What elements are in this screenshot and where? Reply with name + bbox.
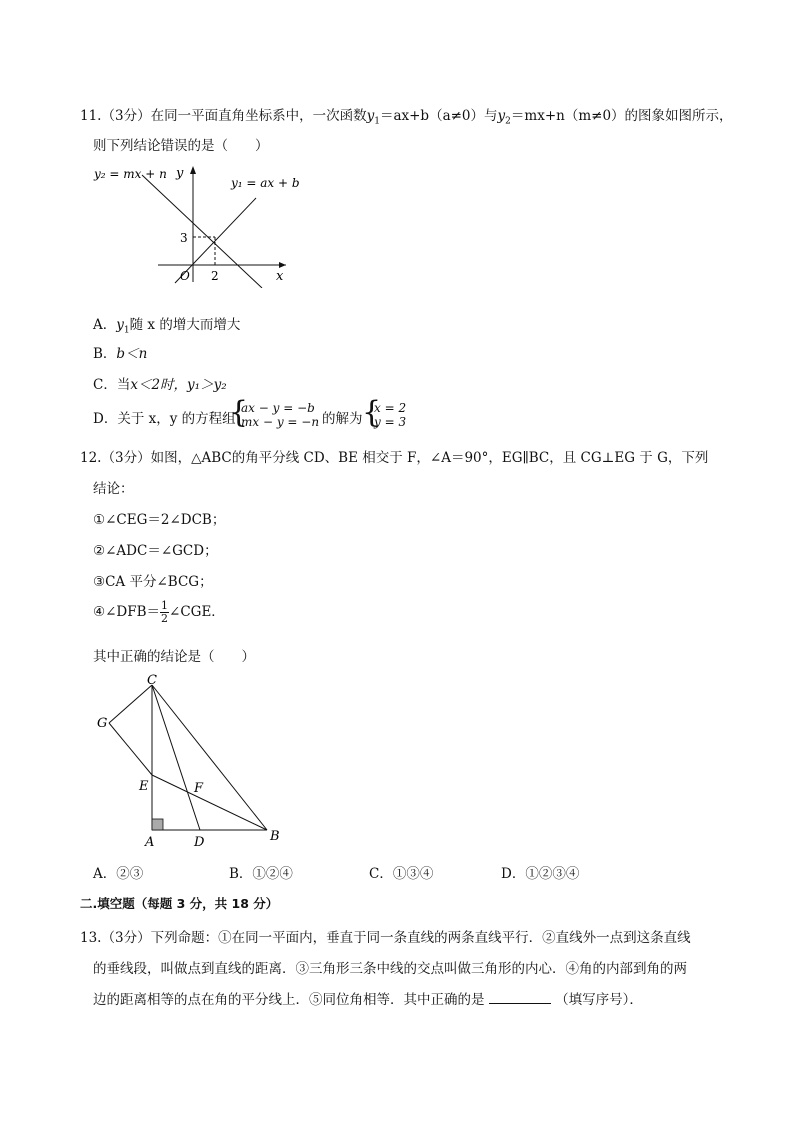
q11-option-a[interactable]: [93, 313, 240, 336]
q11-optd-mid: 的解为: [322, 411, 363, 427]
c4-part-a: ④∠DFB＝: [93, 604, 161, 620]
origin-label: O: [180, 269, 190, 283]
axis-y-label: y: [176, 166, 184, 181]
option-a-sub: 1: [123, 325, 130, 336]
option-a-text: 随 x 的增大而增大: [129, 317, 241, 333]
q11-graph: [90, 158, 310, 288]
option-a-label: A．: [93, 317, 117, 333]
x-axis-arrow: [279, 262, 286, 268]
y-axis-arrow: [190, 166, 196, 174]
q12-conclusion-1: ①∠CEG＝2∠DCB；: [93, 512, 226, 528]
q12-option-c[interactable]: C．①③④: [369, 866, 434, 882]
system-eq1: ax − y = −b: [241, 401, 315, 415]
answer-blank[interactable]: [489, 991, 551, 1004]
q11-stem-text: 在同一平面直角坐标系中，一次函数: [150, 108, 367, 124]
q11-stem-line2: 则下列结论错误的是（ ）: [93, 138, 269, 154]
right-angle-marker: [152, 819, 163, 830]
tick-y-label: 3: [180, 231, 188, 245]
q12-ask: 其中正确的结论是（ ）: [93, 649, 255, 665]
vertex-g: G: [97, 716, 108, 731]
q11-y1-sub: 1: [374, 116, 380, 127]
q11-eq2: ＝mx+n（m≠0）的图象如图所示，: [510, 108, 733, 124]
label-y1: y₁ = ax + b: [231, 176, 300, 190]
tick-x-label: 2: [211, 269, 219, 283]
q11-eq1: ＝ax+b（a≠0）与: [379, 108, 498, 124]
line-y2: [142, 175, 262, 288]
q11-stem-line1: [80, 104, 733, 127]
section-title: 二.填空题（每题 3 分，共 18 分）: [80, 896, 279, 911]
option-c-label: C．当: [93, 377, 131, 393]
label-y2: y₂ = mx + n: [94, 167, 167, 181]
segment-cg: [109, 685, 152, 723]
vertex-a: A: [145, 835, 155, 850]
q13-line1: [80, 926, 691, 946]
c4-part-b: ∠CGE．: [169, 604, 225, 620]
fraction-numerator: 1: [161, 599, 169, 612]
q12-stem-text: 如图，△ABC的角平分线 CD、BE 相交于 F，∠A＝90°，EG∥BC，且 CG⊥EG 于 G，下列: [150, 450, 709, 466]
q12-figure: [90, 668, 300, 853]
brace-right: {: [362, 395, 382, 430]
option-a-y: y: [116, 317, 124, 333]
q12-score: （3分）: [101, 450, 151, 466]
option-d-label: D．关于 x，y 的方程组: [93, 411, 236, 427]
segment-cd: [152, 685, 200, 830]
axis-x-label: x: [276, 269, 284, 284]
system-eq2: mx − y = −n: [241, 415, 320, 429]
q11-y2: y: [497, 108, 506, 124]
q13-text-1: 下列命题：①在同一平面内，垂直于同一条直线的两条直线平行．②直线外一点到这条直线: [150, 930, 691, 946]
solution-y: y = 3: [374, 415, 407, 429]
q11-y2-sub: 2: [505, 116, 511, 127]
q13-text-3: 边的距离相等的点在角的平分线上．⑤同位角相等．其中正确的是: [93, 992, 485, 1008]
q11-y1: y: [366, 108, 375, 124]
q11-solution: [374, 401, 406, 429]
q11-option-d[interactable]: [93, 407, 236, 427]
q13-score: （3分）: [101, 930, 151, 946]
segment-eg: [109, 723, 152, 775]
option-c-text: x＜2时，y₁＞y₂: [130, 377, 227, 393]
option-b-text: b＜n: [116, 346, 148, 362]
q11-number: 11.: [80, 108, 102, 124]
q11-score: （3分）: [101, 108, 151, 124]
fraction-half: [160, 600, 169, 625]
segment-cb: [152, 685, 267, 830]
fraction-denominator: 2: [161, 612, 169, 625]
vertex-d: D: [194, 835, 205, 850]
q12-stem-line2: 结论：: [93, 481, 134, 497]
solution-x: x = 2: [374, 401, 407, 415]
brace-left: {: [229, 395, 249, 430]
segment-be: [152, 775, 267, 830]
option-b-label: B．: [93, 346, 117, 362]
q13-text-3b: （填写序号）．: [555, 992, 643, 1008]
q12-option-a[interactable]: A．②③: [93, 866, 144, 882]
q13-number: 13.: [80, 930, 102, 946]
q13-line3: [93, 988, 643, 1008]
q13-line2: 的垂线段，叫做点到直线的距离．③三角形三条中线的交点叫做三角形的内心．④角的内部到角的两: [93, 961, 687, 977]
q11-option-c[interactable]: [93, 373, 227, 393]
q12-conclusion-2: ②∠ADC＝∠GCD；: [93, 543, 218, 559]
q11-option-b[interactable]: [93, 342, 147, 362]
q12-stem-line1: [80, 446, 708, 466]
vertex-f: F: [194, 781, 204, 796]
q11-system: [241, 401, 319, 429]
q12-option-b[interactable]: B．①②④: [229, 866, 293, 882]
q12-number: 12.: [80, 450, 102, 466]
q12-conclusion-4: [93, 600, 225, 625]
q12-option-d[interactable]: D．①②③④: [501, 866, 580, 882]
vertex-c: C: [147, 673, 157, 688]
vertex-e: E: [139, 779, 149, 794]
vertex-b: B: [270, 829, 280, 844]
q12-conclusion-3: ③CA 平分∠BCG；: [93, 574, 213, 590]
